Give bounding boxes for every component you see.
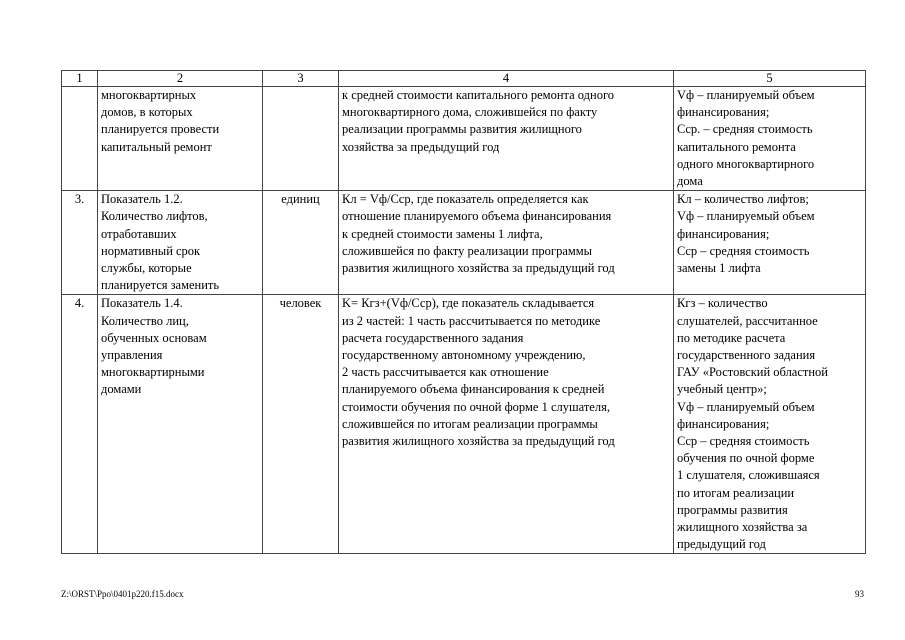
header-col-2: 2 [98, 71, 263, 87]
footer-file-path: Z:\ORST\Ppo\0401p220.f15.docx [61, 589, 184, 599]
table-header-row [62, 71, 866, 87]
indicator-name: многоквартирных домов, в которых планируется провести капитальный ремонт [98, 87, 263, 191]
calculation-method: Кл = Vф/Cср, где показатель определяется как отношение планируемого объема финансирования к средней стоимости замены 1 лифта, сложившейся по факту реализации программы развития жилищного хозяйства за предыдущий год [339, 191, 674, 295]
indicator-table [61, 70, 866, 554]
page-number: 93 [855, 589, 864, 599]
row-number: 4. [62, 295, 98, 554]
indicator-name: Показатель 1.2. Количество лифтов, отработавших нормативный срок службы, которые планируется заменить [98, 191, 263, 295]
calculation-method: K= Кгз+(Vф/Сср), где показатель складывается из 2 частей: 1 часть рассчитывается по методике расчета государственного задания государственному автономному учреждению, 2 часть рассчитывается как отношение планируемого объема финансирования к средней стоимости обучения по очной форме 1 слушателя, сложившейся по итогам реализации программы развития жилищного хозяйства за предыдущий год [339, 295, 674, 554]
table-row [62, 191, 866, 295]
calculation-method: к средней стоимости капитального ремонта одного многоквартирного дома, сложившейся по факту реализации программы развития жилищного хозяйства за предыдущий год [339, 87, 674, 191]
unit-of-measure: единиц [263, 191, 339, 295]
header-col-5: 5 [674, 71, 866, 87]
notes: Кл – количество лифтов; Vф – планируемый объем финансирования; Cср – средняя стоимость замены 1 лифта [674, 191, 866, 295]
row-number: 3. [62, 191, 98, 295]
notes: Vф – планируемый объем финансирования; Cср. – средняя стоимость капитального ремонта одного многоквартирного дома [674, 87, 866, 191]
header-col-1: 1 [62, 71, 98, 87]
header-col-4: 4 [339, 71, 674, 87]
notes: Кгз – количество слушателей, рассчитанное по методике расчета государственного задания ГАУ «Ростовский областной учебный центр»; Vф – планируемый объем финансирования; Cср – средняя стоимость обучения по очной форме 1 слушателя, сложившаяся по итогам реализации программы развития жилищного хозяйства за предыдущий год [674, 295, 866, 554]
row-number [62, 87, 98, 191]
unit-of-measure: человек [263, 295, 339, 554]
indicator-name: Показатель 1.4. Количество лиц, обученных основам управления многоквартирными домами [98, 295, 263, 554]
table-row [62, 295, 866, 554]
table-row [62, 87, 866, 191]
header-col-3: 3 [263, 71, 339, 87]
unit-of-measure [263, 87, 339, 191]
